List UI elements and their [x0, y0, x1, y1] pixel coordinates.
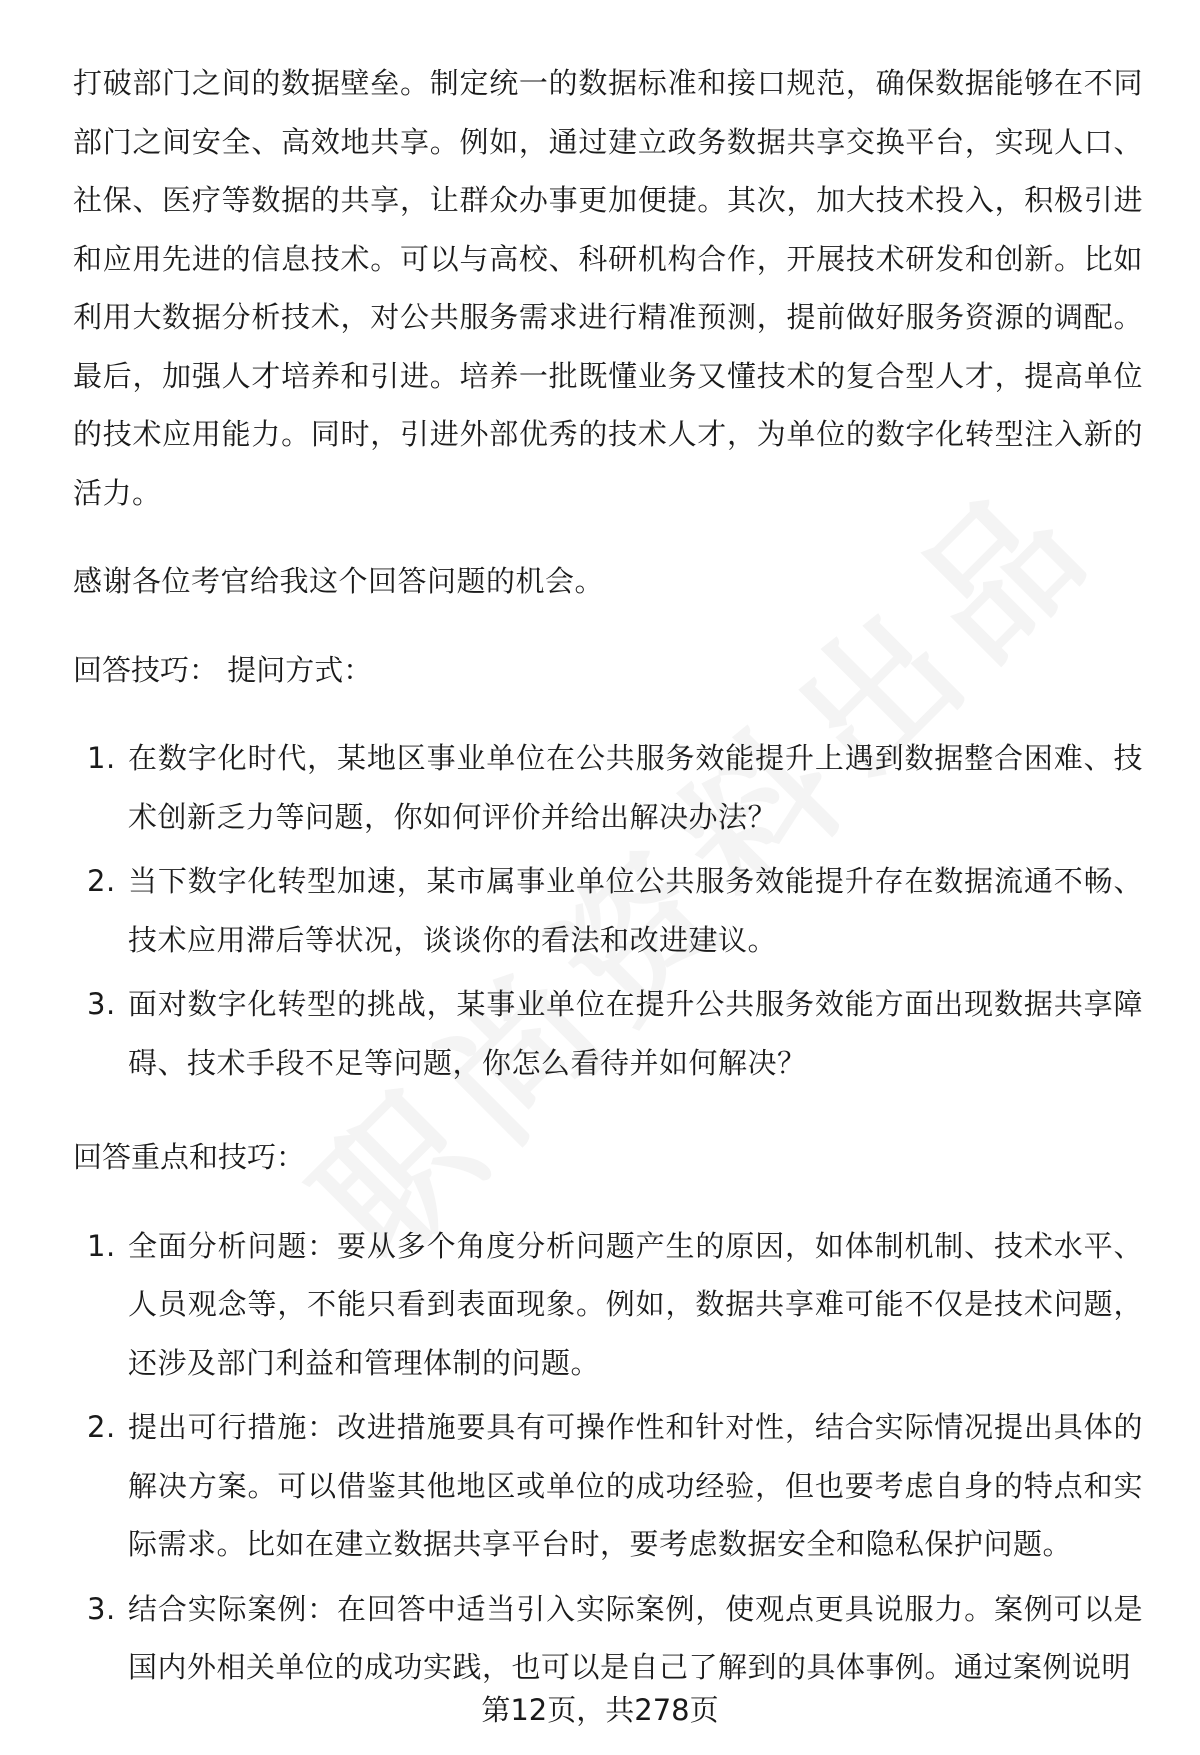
- list-item: [73, 1217, 1143, 1393]
- list-item: [73, 852, 1143, 969]
- list-item-text: 全面分析问题：要从多个角度分析问题产生的原因，如体制机制、技术水平、人员观念等，不能只看到表面现象。例如，数据共享难可能不仅是技术问题，还涉及部门利益和管理体制的问题。: [128, 1228, 1143, 1380]
- list-number: 2.: [87, 1410, 116, 1444]
- list-item-text: 面对数字化转型的挑战，某事业单位在提升公共服务效能方面出现数据共享障碍、技术手段不足等问题，你怎么看待并如何解决？: [128, 987, 1143, 1080]
- page-footer: 第12页，共278页: [481, 1693, 719, 1727]
- list-item: [73, 1398, 1143, 1574]
- questions-heading: 回答技巧： 提问方式：: [73, 652, 373, 687]
- list-number: 2.: [87, 864, 116, 898]
- tips-list: [73, 1217, 1143, 1697]
- list-item-text: 当下数字化转型加速，某市属事业单位公共服务效能提升存在数据流通不畅、技术应用滞后等状况，谈谈你的看法和改进建议。: [128, 864, 1143, 957]
- document-page: [73, 54, 1143, 1703]
- list-item-text: 在数字化时代，某地区事业单位在公共服务效能提升上遇到数据整合困难、技术创新乏力等问题，你如何评价并给出解决办法？: [128, 741, 1143, 834]
- list-number: 1.: [87, 1228, 116, 1263]
- list-number: 3.: [87, 1591, 116, 1626]
- list-item: [73, 1580, 1143, 1697]
- intro-paragraph: 打破部门之间的数据壁垒。制定统一的数据标准和接口规范，确保数据能够在不同部门之间安全、高效地共享。例如，通过建立政务数据共享交换平台，实现人口、社保、医疗等数据的共享，让群众办事更加便捷。其次，加大技术投入，积极引进和应用先进的信息技术。可以与高校、科研机构合作，开展技术研发和创新。比如利用大数据分析技术，对公共服务需求进行精准预测，提前做好服务资源的调配。最后，加强人才培养和引进。培养一批既懂业务又懂技术的复合型人才，提高单位的技术应用能力。同时，引进外部优秀的技术人才，为单位的数字化转型注入新的活力。: [73, 66, 1143, 510]
- list-item-text: 提出可行措施：改进措施要具有可操作性和针对性，结合实际情况提出具体的解决方案。可以借鉴其他地区或单位的成功经验，但也要考虑自身的特点和实际需求。比如在建立数据共享平台时，要考虑数据安全和隐私保护问题。: [128, 1410, 1143, 1561]
- thanks-paragraph: 感谢各位考官给我这个回答问题的机会。: [73, 564, 605, 598]
- list-item: [73, 729, 1143, 846]
- questions-list: [73, 729, 1143, 1092]
- list-item-text: 结合实际案例：在回答中适当引入实际案例，使观点更具说服力。案例可以是国内外相关单位的成功实践，也可以是自己了解到的具体事例。通过案例说明: [128, 1591, 1143, 1684]
- list-item: [73, 975, 1143, 1092]
- tips-heading: 回答重点和技巧：: [73, 1140, 306, 1174]
- list-number: 1.: [87, 741, 116, 775]
- list-number: 3.: [87, 987, 116, 1021]
